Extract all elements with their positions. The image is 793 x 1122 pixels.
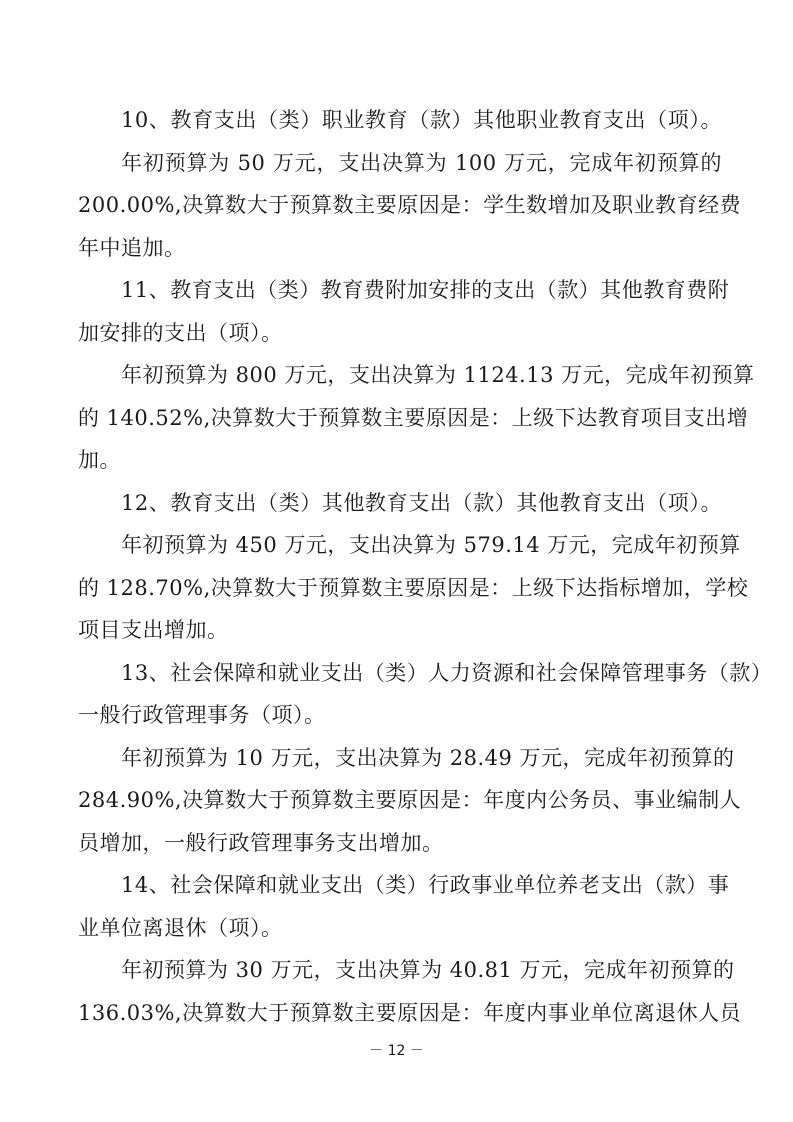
document-body xyxy=(78,99,773,1034)
text-line: 200.00%,决算数大于预算数主要原因是：学生数增加及职业教育经费 xyxy=(78,193,742,217)
text-line: 一般行政管理事务（项）。 xyxy=(78,703,326,727)
text-line: 11、教育支出（类）教育费附加安排的支出（款）其他教育费附 xyxy=(121,278,730,302)
text-line: 136.03%,决算数大于预算数主要原因是：年度内事业单位离退休人员 xyxy=(78,1000,742,1025)
text-line: 加。 xyxy=(78,448,121,472)
text-line: 员增加，一般行政管理事务支出增加。 xyxy=(78,830,444,855)
text-line: 13、社会保障和就业支出（类）人力资源和社会保障管理事务（款） xyxy=(121,660,773,685)
text-line: 加安排的支出（项）。 xyxy=(78,320,283,345)
text-line: 12、教育支出（类）其他教育支出（款）其他教育支出（项）。 xyxy=(121,490,722,515)
text-line: 年初预算为 10 万元，支出决算为 28.49 万元，完成年初预算的 xyxy=(121,745,735,770)
text-line: 业单位离退休（项）。 xyxy=(78,915,283,940)
text-line: 年初预算为 30 万元，支出决算为 40.81 万元，完成年初预算的 xyxy=(121,958,735,982)
text-line: 284.90%,决算数大于预算数主要原因是：年度内公务员、事业编制人 xyxy=(78,788,742,812)
text-line: 年初预算为 50 万元，支出决算为 100 万元，完成年初预算的 xyxy=(121,150,722,175)
text-line: 年初预算为 450 万元，支出决算为 579.14 万元，完成年初预算 xyxy=(121,533,741,557)
text-line: 10、教育支出（类）职业教育（款）其他职业教育支出（项）。 xyxy=(121,108,722,132)
text-line: 14、社会保障和就业支出（类）行政事业单位养老支出（款）事 xyxy=(121,873,730,897)
text-line: 年中追加。 xyxy=(78,235,186,260)
text-line: 的 140.52%,决算数大于预算数主要原因是：上级下达教育项目支出增 xyxy=(78,405,749,430)
page-number: － 12 － xyxy=(369,1043,424,1059)
text-line: 年初预算为 800 万元，支出决算为 1124.13 万元，完成年初预算 xyxy=(121,363,755,387)
text-line: 项目支出增加。 xyxy=(78,618,229,642)
text-line: 的 128.70%,决算数大于预算数主要原因是：上级下达指标增加，学校 xyxy=(78,575,749,600)
